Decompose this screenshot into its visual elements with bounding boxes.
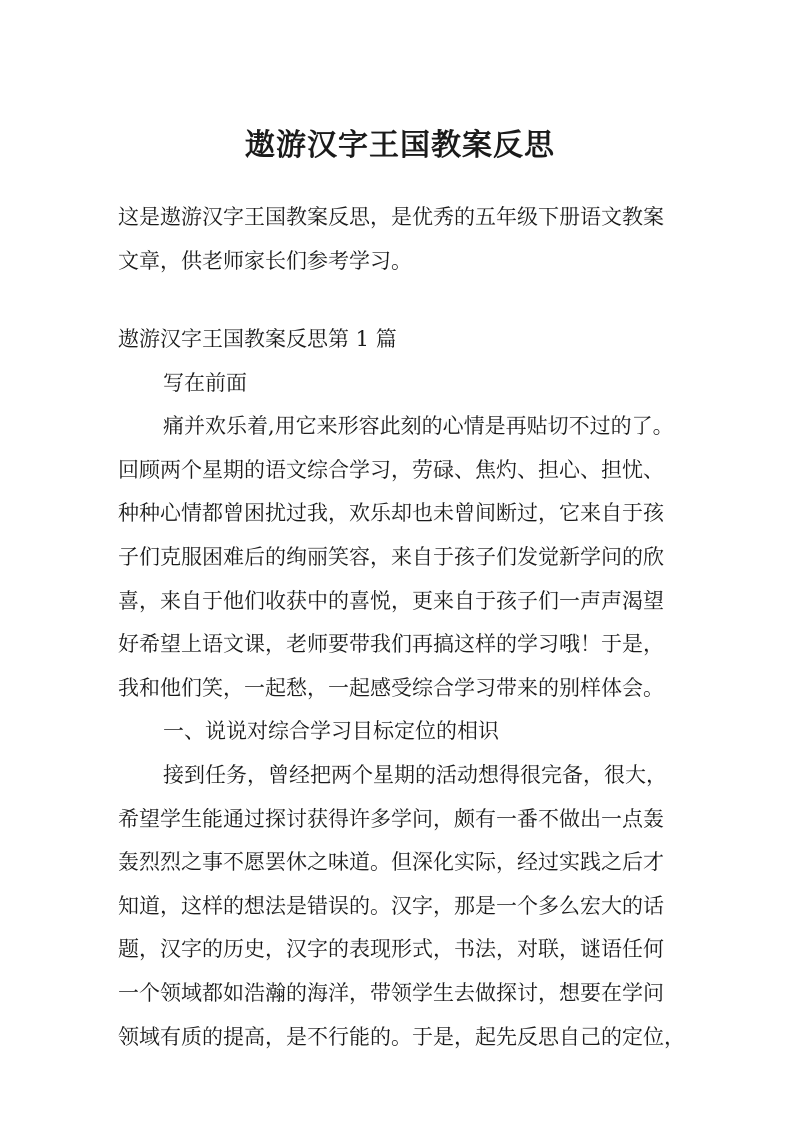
text-line: 知道，这样的想法是错误的。汉字，那是一个多么宏大的话 [118, 893, 664, 918]
text-line: 我和他们笑，一起愁，一起感受综合学习带来的别样体会。 [118, 675, 664, 700]
text-line: 回顾两个星期的语文综合学习，劳碌、焦灼、担心、担忧、 [118, 457, 664, 482]
text-line: 喜，来自于他们收获中的喜悦，更来自于孩子们一声声渴望 [118, 588, 664, 613]
text-line: 一、说说对综合学习目标定位的相识 [163, 719, 499, 744]
text-line: 一个领域都如浩瀚的海洋，带领学生去做探讨，想要在学问 [118, 980, 664, 1005]
text-line: 子们克服困难后的绚丽笑容，来自于孩子们发觉新学问的欣 [118, 544, 664, 569]
text-line: 希望学生能通过探讨获得许多学问，颇有一番不做出一点轰 [118, 806, 664, 831]
text-line: 领域有质的提高，是不行能的。于是，起先反思自己的定位， [118, 1024, 685, 1049]
section-heading: 遨游汉字王国教案反思第 1 篇 [118, 327, 397, 351]
text-line: 痛并欢乐着,用它来形容此刻的心情是再贴切不过的了。 [163, 414, 674, 439]
intro-line: 这是遨游汉字王国教案反思，是优秀的五年级下册语文教案 [118, 205, 664, 229]
text-line: 轰烈烈之事不愿罢休之味道。但深化实际，经过实践之后才 [118, 850, 664, 875]
text-line: 题，汉字的历史，汉字的表现形式，书法，对联，谜语任何 [118, 937, 664, 962]
text-line: 接到任务，曾经把两个星期的活动想得很完备，很大， [163, 762, 667, 787]
body-text [118, 318, 692, 1059]
text-line: 种种心情都曾困扰过我，欢乐却也未曾间断过，它来自于孩 [118, 501, 664, 526]
intro-paragraph [118, 195, 692, 283]
text-line: 好希望上语文课，老师要带我们再搞这样的学习哦！于是， [118, 632, 664, 657]
page-title: 遨游汉字王国教案反思 [245, 128, 555, 163]
text-line: 写在前面 [163, 370, 247, 395]
intro-line: 文章，供老师家长们参考学习。 [118, 249, 412, 273]
